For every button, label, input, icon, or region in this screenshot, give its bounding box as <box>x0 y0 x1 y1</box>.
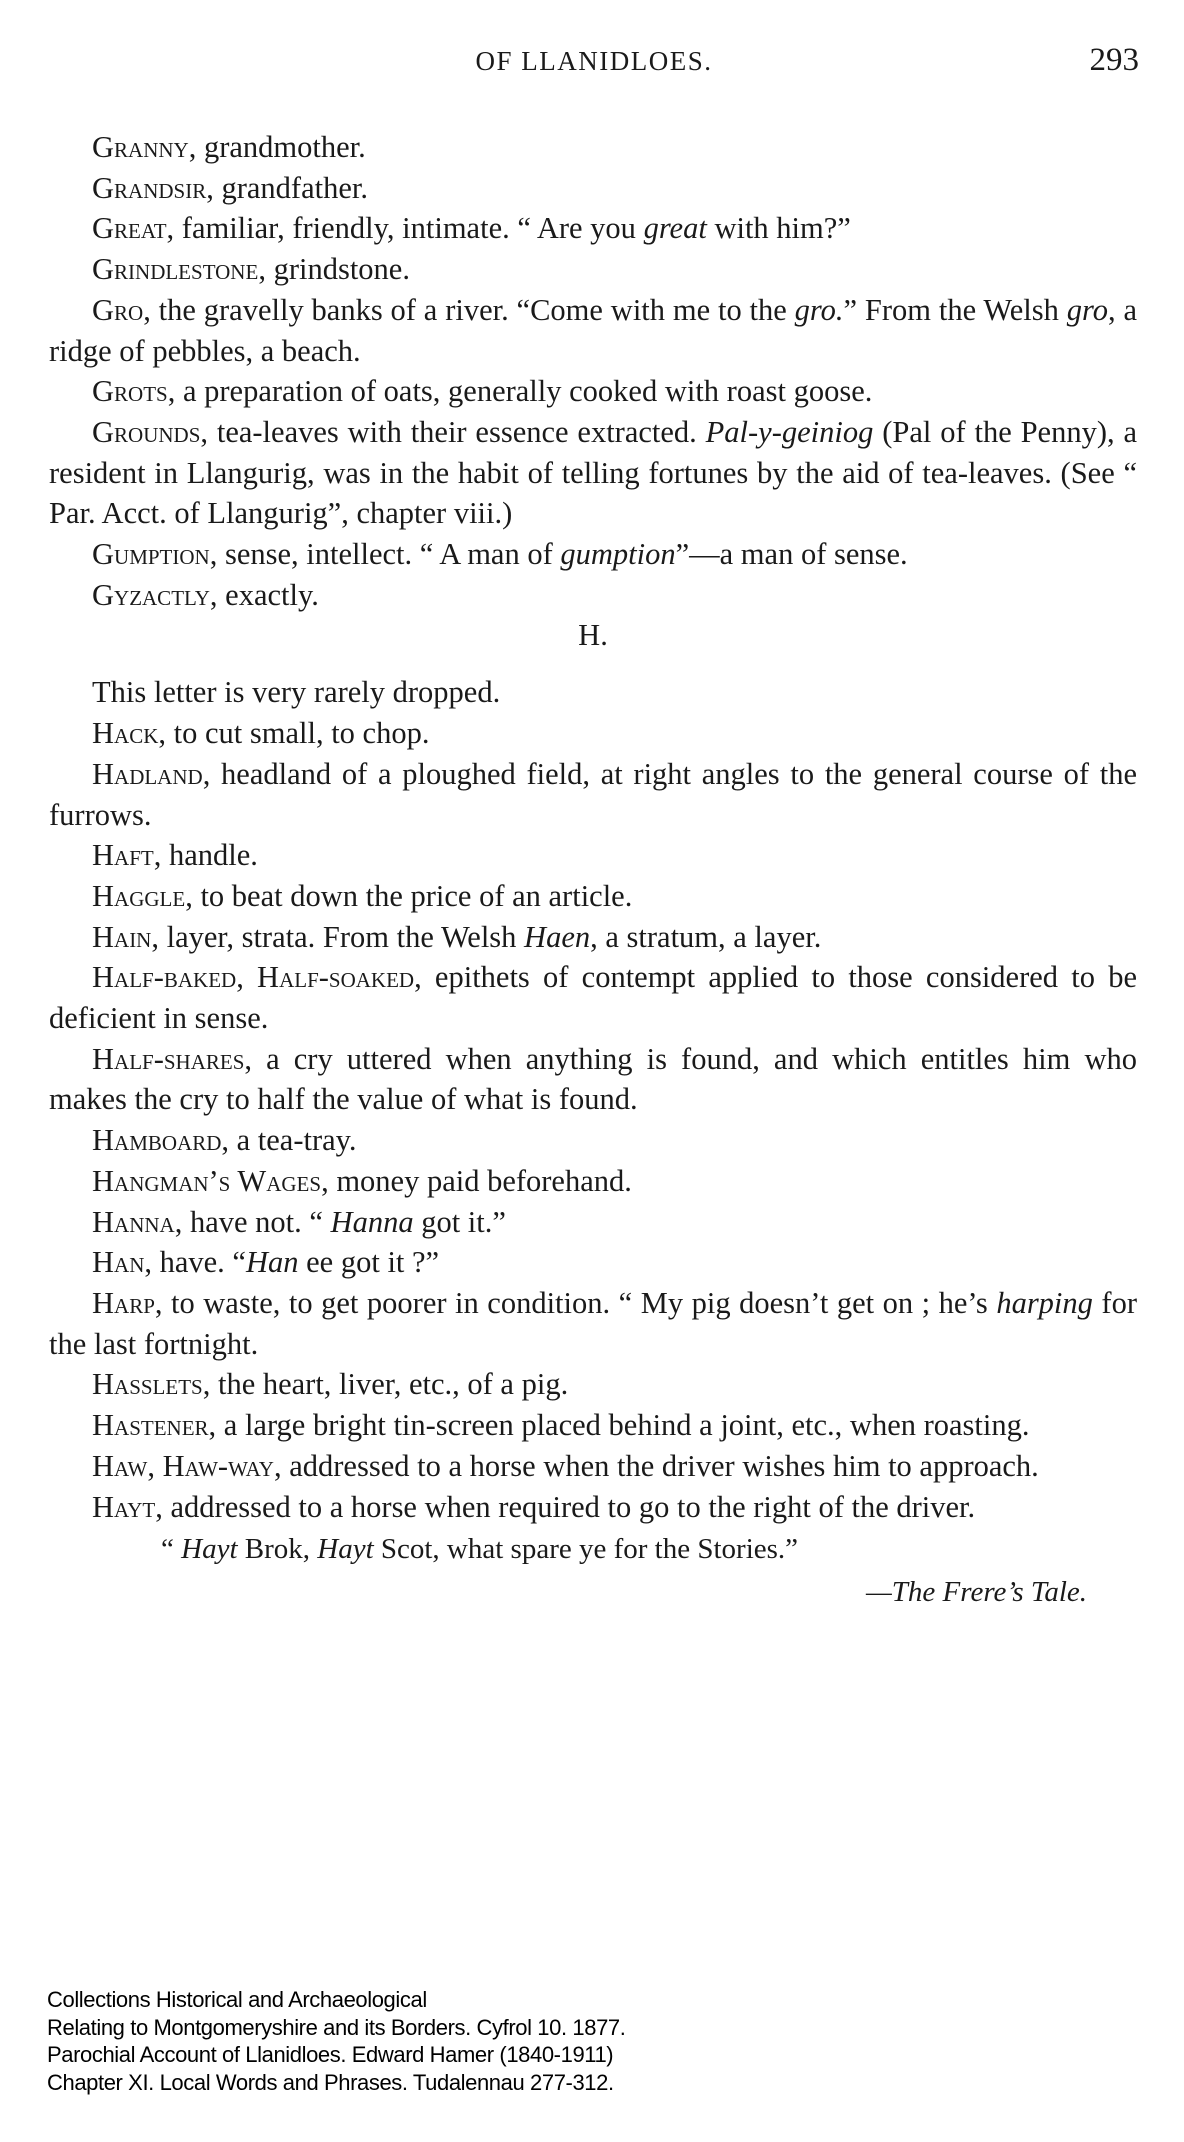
glossary-body <box>49 127 1137 1614</box>
entry-text: , <box>147 1448 163 1483</box>
entry-text: This letter is very rarely dropped. <box>92 675 501 710</box>
headword: Half-shares <box>92 1041 245 1076</box>
entry-text: , epithets of contempt applied to those considered to be deficient in sense. <box>49 960 1137 1036</box>
entry-text: , grandfather. <box>206 170 368 205</box>
entry-text: , the gravelly banks of a river. “Come with me to the <box>143 292 795 327</box>
entry-text: , to beat down the price of an article. <box>185 878 633 913</box>
headword: Hamboard <box>92 1123 222 1158</box>
glossary-entry <box>49 534 1137 575</box>
entry-text: for the last fortnight. <box>49 1285 1137 1361</box>
headword: Hadland <box>92 756 203 791</box>
glossary-entry <box>49 290 1137 371</box>
entry-text: ”—a man of sense. <box>675 537 908 572</box>
headword: Half-baked <box>92 960 237 995</box>
glossary-entry <box>49 127 1137 168</box>
glossary-entry <box>49 575 1137 616</box>
entry-text: , the heart, liver, etc., of a pig. <box>202 1367 569 1402</box>
headword: Hain <box>92 919 152 954</box>
entry-text: , addressed to a horse when required to go to the right of the driver. <box>155 1489 976 1524</box>
headword: Hastener <box>92 1408 209 1443</box>
glossary-entry <box>49 371 1137 412</box>
entry-text: , sense, intellect. “ A man of <box>209 537 561 572</box>
glossary-entry <box>49 208 1137 249</box>
entry-text: , grindstone. <box>258 252 410 287</box>
quotation-attribution: —The Frere’s Tale. <box>865 1575 1087 1608</box>
section-g-entries <box>49 127 1137 615</box>
headword: Great <box>92 211 167 246</box>
citation-line: Relating to Montgomeryshire and its Borders. Cyfrol 10. 1877. <box>47 2014 626 2040</box>
headword: Hanna <box>92 1204 175 1239</box>
entry-text: with him?” <box>706 211 851 246</box>
headword: Gyzactly <box>92 577 210 612</box>
headword: Hangman’s Wages <box>92 1163 322 1198</box>
entry-text: , a cry uttered when anything is found, and which entitles him who makes the cry to half the value of what is found. <box>49 1041 1137 1117</box>
headword: Gumption <box>92 537 210 572</box>
headword: Hack <box>92 716 159 751</box>
entry-text: , layer, strata. From the Welsh <box>151 919 525 954</box>
glossary-entry <box>49 713 1137 754</box>
italic-text: Hayt <box>317 1533 374 1566</box>
glossary-entry <box>49 168 1137 209</box>
headword: Gro <box>92 292 144 327</box>
headword: Haw-way <box>162 1448 274 1483</box>
entry-text: , handle. <box>153 838 258 873</box>
headword: Hayt <box>92 1489 156 1524</box>
glossary-entry <box>49 412 1137 534</box>
italic-text: Hayt <box>181 1533 238 1566</box>
glossary-entry <box>49 1283 1137 1364</box>
entry-text: , grandmother. <box>188 130 366 164</box>
entry-text: , a ridge of pebbles, a beach. <box>49 292 1137 368</box>
headword: Harp <box>92 1285 155 1320</box>
entry-text: got it.” <box>413 1204 506 1239</box>
headword: Granny <box>92 130 189 164</box>
headword: Grounds <box>92 414 201 449</box>
entry-text: Brok, <box>237 1533 318 1566</box>
headword: Han <box>92 1245 145 1280</box>
entry-text: , to waste, to get poorer in condition. “ My pig doesn’t get on ; he’s <box>154 1285 997 1320</box>
glossary-entry <box>49 672 1137 713</box>
entry-text: , addressed to a horse when the driver wishes him to approach. <box>273 1448 1039 1483</box>
glossary-entry <box>49 1364 1137 1405</box>
headword: Grindlestone <box>92 252 259 287</box>
entry-text: , have not. “ <box>174 1204 331 1239</box>
entry-text: , a tea-tray. <box>221 1123 357 1158</box>
glossary-entry <box>49 1405 1137 1446</box>
headword: Haft <box>92 838 154 873</box>
entry-text: , <box>236 960 258 995</box>
headword: Half-soaked <box>257 960 415 995</box>
glossary-entry <box>49 1202 1137 1243</box>
headword: Haw <box>92 1448 148 1483</box>
glossary-entry <box>49 1039 1137 1120</box>
quotation <box>49 1529 1137 1570</box>
entry-text: ee got it ?” <box>298 1245 440 1280</box>
source-citation <box>47 1986 625 2096</box>
italic-text: Han <box>245 1245 299 1280</box>
italic-text: Haen <box>524 919 591 954</box>
entry-text: , headland of a ploughed field, at right angles to the general course of the furrows. <box>49 756 1137 832</box>
entry-text: , have. “ <box>144 1245 246 1280</box>
entry-text: , a stratum, a layer. <box>590 919 822 954</box>
citation-line: Chapter XI. Local Words and Phrases. Tudalennau 277-312. <box>47 2069 614 2095</box>
section-heading-h: H. <box>578 618 608 653</box>
glossary-entry <box>49 754 1137 835</box>
glossary-entry <box>49 1161 1137 1202</box>
glossary-entry <box>49 957 1137 1038</box>
citation-line: Parochial Account of Llanidloes. Edward Hamer (1840-1911) <box>47 2042 614 2067</box>
italic-text: Pal-y-geiniog <box>705 414 874 449</box>
glossary-entry <box>49 1242 1137 1283</box>
headword: Grots <box>92 374 168 409</box>
entry-text: , to cut small, to chop. <box>158 716 430 751</box>
entry-text: , exactly. <box>209 577 319 612</box>
glossary-entry <box>49 249 1137 290</box>
italic-text: gumption <box>560 537 676 572</box>
glossary-entry <box>49 835 1137 876</box>
glossary-entry <box>49 1120 1137 1161</box>
entry-text: , a large bright tin-screen placed behind a joint, etc., when roasting. <box>208 1408 1030 1443</box>
italic-text: harping <box>996 1285 1093 1320</box>
entry-text: , tea-leaves with their essence extracted. <box>200 414 706 449</box>
entry-text: , a preparation of oats, generally cooked with roast goose. <box>167 374 873 409</box>
italic-text: gro <box>1066 292 1108 327</box>
glossary-entry <box>49 917 1137 958</box>
italic-text: great <box>643 211 707 246</box>
entry-text: “ <box>161 1533 182 1566</box>
page-number: 293 <box>1089 42 1139 78</box>
running-title: OF LLANIDLOES. <box>475 46 713 76</box>
entry-text: Scot, what spare ye for the Stories.” <box>373 1533 799 1566</box>
glossary-entry <box>49 876 1137 917</box>
entry-text: , money paid beforehand. <box>321 1163 632 1198</box>
headword: Hasslets <box>92 1367 203 1402</box>
italic-text: Hanna <box>330 1204 414 1239</box>
italic-text: gro. <box>794 292 844 327</box>
citation-line: Collections Historical and Archaeological <box>47 1987 427 2012</box>
page-header <box>49 42 1139 86</box>
glossary-entry <box>49 1446 1137 1487</box>
entry-text: ” From the Welsh <box>843 292 1067 327</box>
entry-text: (Pal of the Penny), a resident in Llangurig, was in the habit of telling fortunes by the aid of tea-leaves. (See “ Par. Acct. of Llangurig”, chapter viii.) <box>49 414 1138 531</box>
glossary-entry <box>49 1487 1137 1528</box>
section-h-entries <box>49 672 1137 1527</box>
entry-text: , familiar, friendly, intimate. “ Are you <box>166 211 644 246</box>
headword: Grandsir <box>92 170 207 205</box>
headword: Haggle <box>92 878 186 913</box>
